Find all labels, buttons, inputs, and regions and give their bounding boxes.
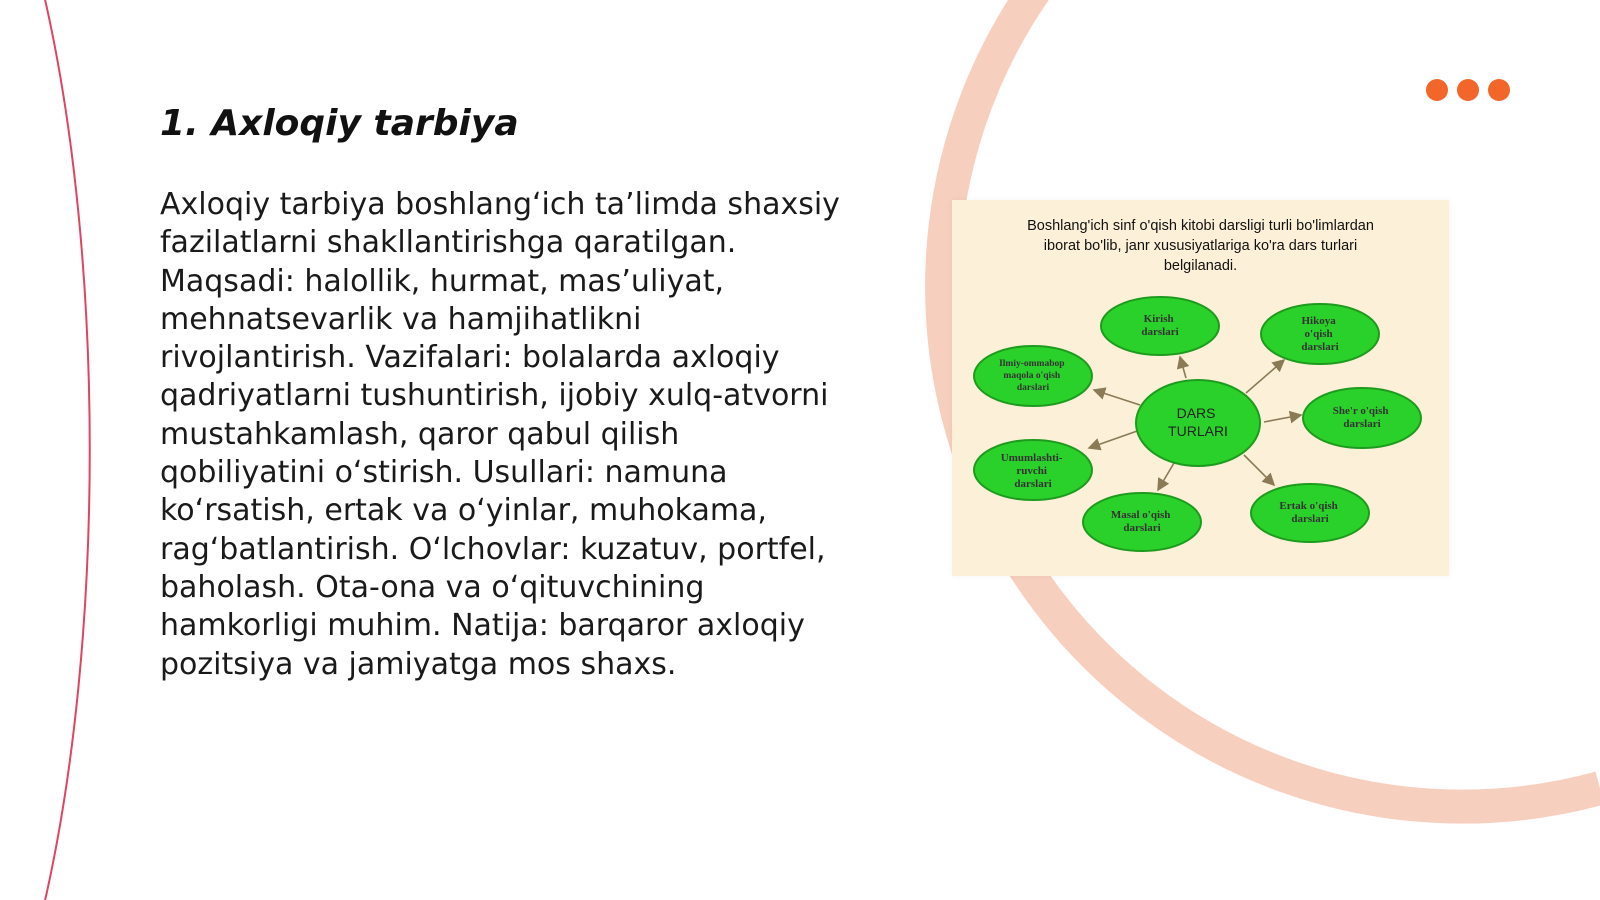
svg-text:Hikoya o'qish: Hikoya o'qish darslari [1301,315,1339,353]
node-ilmiy [974,346,1092,406]
arrow-ilmiy [1094,390,1140,405]
slide-body-text: Axloqiy tarbiya boshlang‘ich ta’limda shaxsiy fazilatlarni shakllantirishga qaratilgan. Maqsadi: halollik, hurmat, mas’uliyat, mehnatsevarlik va hamjihatlikni rivojlantirish. Vazifalari: bolalarda axloqiy qadriyatlarni tushuntirish, ijobiy xulq-atvorni mustahkamlash, qaror qabul qilish qobiliyatini o‘stirish. Usullari: namuna ko‘rsatish, ertak va o‘yinlar, muhokama, rag‘batlantirish. O‘lchovlar: kuzatuv, portfel, baholash. Ota-ona va o‘qituvchining hamkorligi muhim. Natija: barqaror axloqiy pozitsiya va jamiyatga mos shaxs. [160,187,840,682]
arrow-hikoya [1246,360,1284,393]
arrow-ertak [1244,455,1274,485]
node-kirish [1101,297,1219,355]
node-sher [1303,388,1421,448]
svg-text:Ertak o'qish darslari: Ertak o'qish darslari [1279,500,1338,525]
dot [1426,79,1448,101]
lesson-types-figure [952,200,1449,576]
node-ertak [1251,484,1369,542]
arrow-sher [1264,415,1301,422]
figure-caption-line: iborat bo'lib, janr xususiyatlariga ko'ra dars turlari [1043,238,1358,254]
arrow-masal [1158,463,1174,490]
arrow-umumlashtiruvchi [1089,430,1140,448]
node-masal [1083,493,1201,551]
left-curve-line [44,0,90,900]
slide-title: 1. Axloqiy tarbiya [160,103,519,144]
figure-caption [952,216,1449,276]
svg-text:She'r o'qish darslari: She'r o'qish darslari [1332,405,1389,430]
figure-caption-line: belgilanadi. [1163,258,1238,274]
dot [1457,79,1479,101]
svg-text:Umumlashti- ruvchi: Umumlashti- ruvchi darslari [1000,452,1063,490]
arrow-kirish [1180,357,1186,378]
svg-text:Ilmiy-ommabop maqola o: Ilmiy-ommabop maqola o'qish darslari [999,359,1065,393]
figure-caption-line: Boshlang'ich sinf o'qish kitobi darsligi turli bo'limlardan [1027,218,1374,234]
svg-text:DARS TURLARI: DARS TURLARI [1168,405,1228,439]
svg-text:Kirish darslari: Kirish darslari [1141,313,1179,338]
dot [1488,79,1510,101]
node-hikoya [1261,304,1379,364]
node-center [1136,380,1260,466]
node-umumlashtiruvchi [974,440,1092,500]
svg-text:Masal o'qish darslari: Masal o'qish darslari [1110,509,1171,534]
decorative-dots [1426,79,1510,101]
